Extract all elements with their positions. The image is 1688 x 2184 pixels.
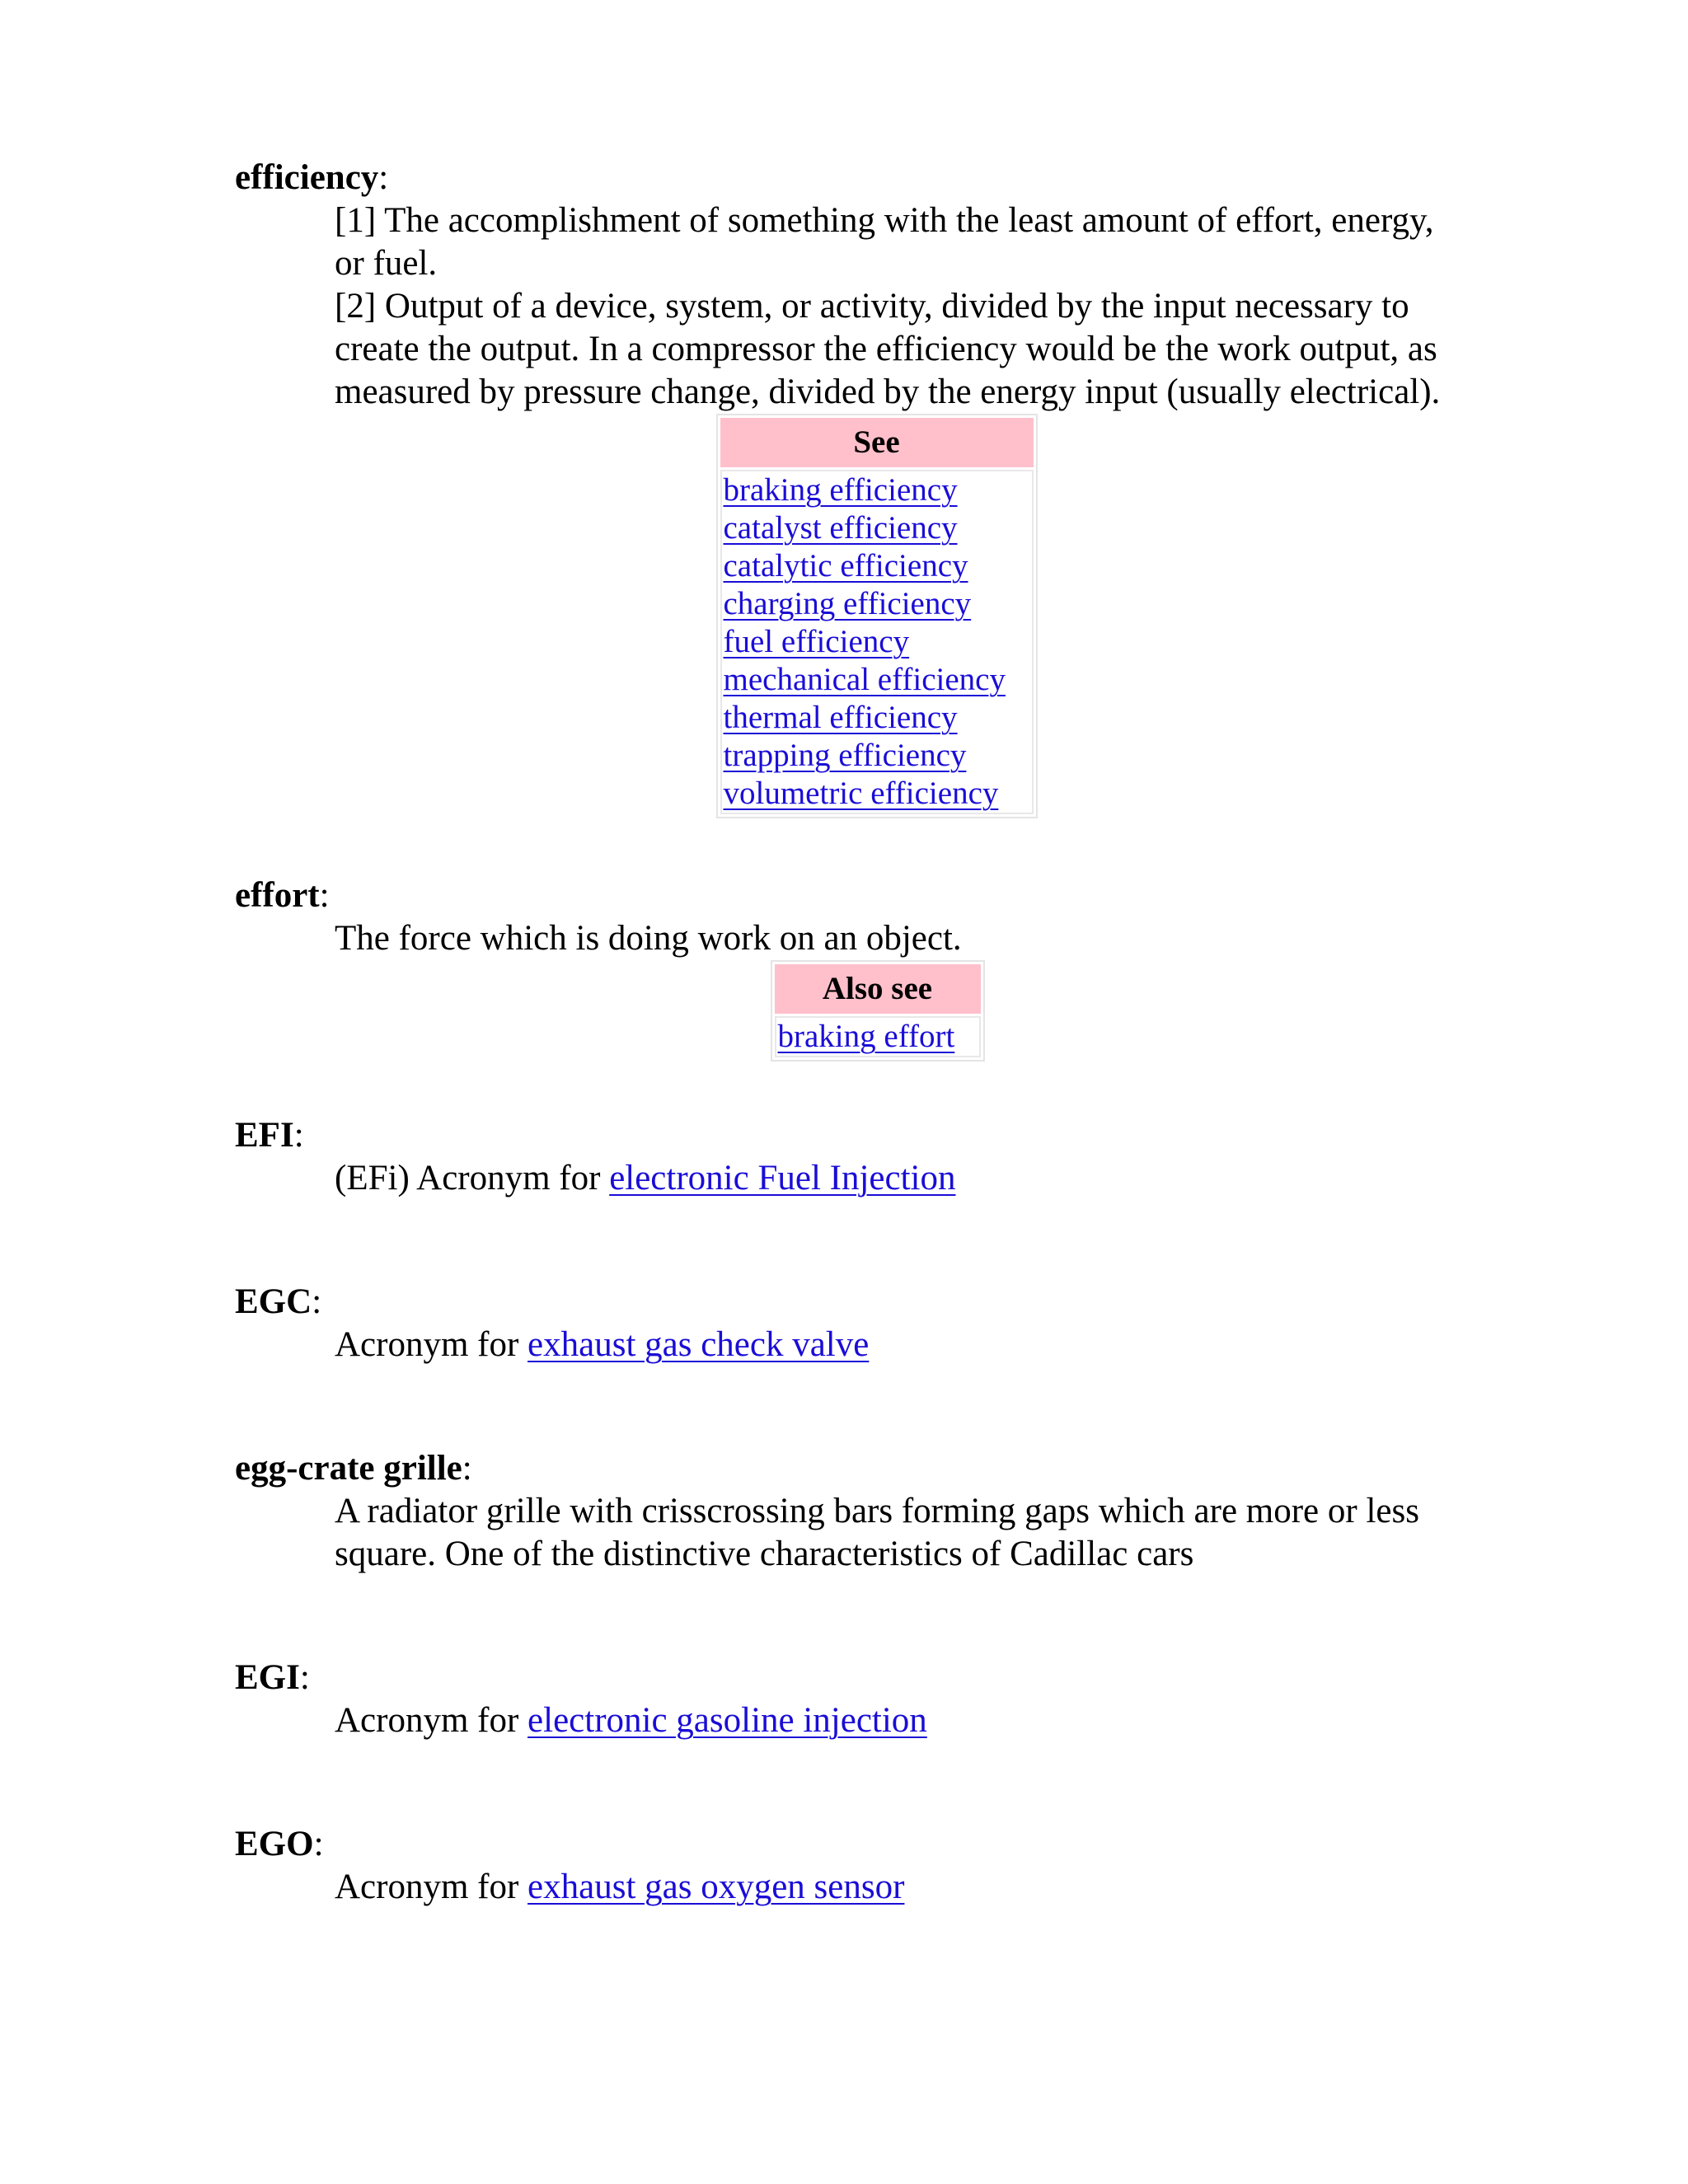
see-link-volumetric-efficiency[interactable]: volumetric efficiency: [723, 776, 999, 811]
definition-prefix: (EFi) Acronym for: [335, 1159, 610, 1197]
definition: [335, 1699, 1455, 1742]
also-see-header: Also see: [775, 964, 981, 1014]
see-link-mechanical-efficiency[interactable]: mechanical efficiency: [723, 662, 1006, 697]
entry-ego: [235, 1823, 1455, 1909]
term: effort: [235, 876, 320, 915]
see-header: See: [720, 418, 1034, 467]
see-link-fuel-efficiency[interactable]: fuel efficiency: [723, 624, 910, 659]
link-exhaust-gas-oxygen-sensor[interactable]: exhaust gas oxygen sensor: [528, 1868, 905, 1906]
see-links-cell: [720, 470, 1034, 814]
definition: [335, 1157, 1455, 1200]
term-line: EGC:: [235, 1282, 322, 1321]
term-line: EFI:: [235, 1116, 304, 1155]
definition-1: [1] The accomplishment of something with the least amount of effort, energy, or fuel.: [335, 201, 1434, 283]
definition-text: The force which is doing work on an object.: [335, 919, 962, 958]
see-link-thermal-efficiency[interactable]: thermal efficiency: [723, 700, 958, 735]
term-line: EGO:: [235, 1825, 324, 1863]
definition: [335, 199, 1455, 414]
definition: [335, 1866, 1455, 1909]
entry-efficiency: [235, 157, 1455, 818]
term: EGC: [235, 1282, 312, 1321]
glossary-page: [235, 157, 1455, 1909]
term-line: effort:: [235, 876, 330, 915]
see-link-catalytic-efficiency[interactable]: catalytic efficiency: [723, 548, 968, 583]
entry-efi: [235, 1114, 1455, 1200]
see-link-charging-efficiency[interactable]: charging efficiency: [723, 586, 972, 621]
see-link-catalyst-efficiency[interactable]: catalyst efficiency: [723, 510, 958, 546]
see-table: [716, 414, 1038, 818]
entry-egi: [235, 1657, 1455, 1742]
see-link-braking-efficiency[interactable]: braking efficiency: [723, 472, 958, 508]
term-line: egg-crate grille:: [235, 1449, 472, 1488]
term: EFI: [235, 1116, 294, 1155]
definition: [335, 917, 1455, 960]
link-exhaust-gas-check-valve[interactable]: exhaust gas check valve: [528, 1325, 870, 1364]
entry-effort: [235, 874, 1455, 1062]
definition-prefix: Acronym for: [335, 1325, 528, 1364]
entry-egc: [235, 1281, 1455, 1366]
term: EGI: [235, 1658, 300, 1697]
definition-text: A radiator grille with crisscrossing bars forming gaps which are more or less square. One of the distinctive characteristics of Cadillac cars: [335, 1492, 1419, 1573]
see-link-trapping-efficiency[interactable]: trapping efficiency: [723, 738, 967, 773]
see-link-braking-effort[interactable]: braking effort: [777, 1019, 955, 1054]
term-line: EGI:: [235, 1658, 310, 1697]
definition-2: [2] Output of a device, system, or activity, divided by the input necessary to create the output. In a compressor the efficiency would be the work output, as measured by pressure change, divided by the energy input (usually electrical).: [335, 287, 1441, 411]
term-line: efficiency:: [235, 158, 389, 197]
term: efficiency: [235, 158, 379, 197]
definition: [335, 1324, 1455, 1366]
definition-prefix: Acronym for: [335, 1868, 528, 1906]
entry-egg-crate-grille: [235, 1447, 1455, 1576]
link-electronic-gasoline-injection[interactable]: electronic gasoline injection: [528, 1701, 927, 1740]
definition: [335, 1490, 1455, 1576]
term: egg-crate grille: [235, 1449, 462, 1488]
definition-prefix: Acronym for: [335, 1701, 528, 1740]
also-see-table: [771, 960, 985, 1062]
see-links-cell: [775, 1016, 981, 1057]
link-electronic-fuel-injection[interactable]: electronic Fuel Injection: [609, 1159, 956, 1197]
term: EGO: [235, 1825, 314, 1863]
